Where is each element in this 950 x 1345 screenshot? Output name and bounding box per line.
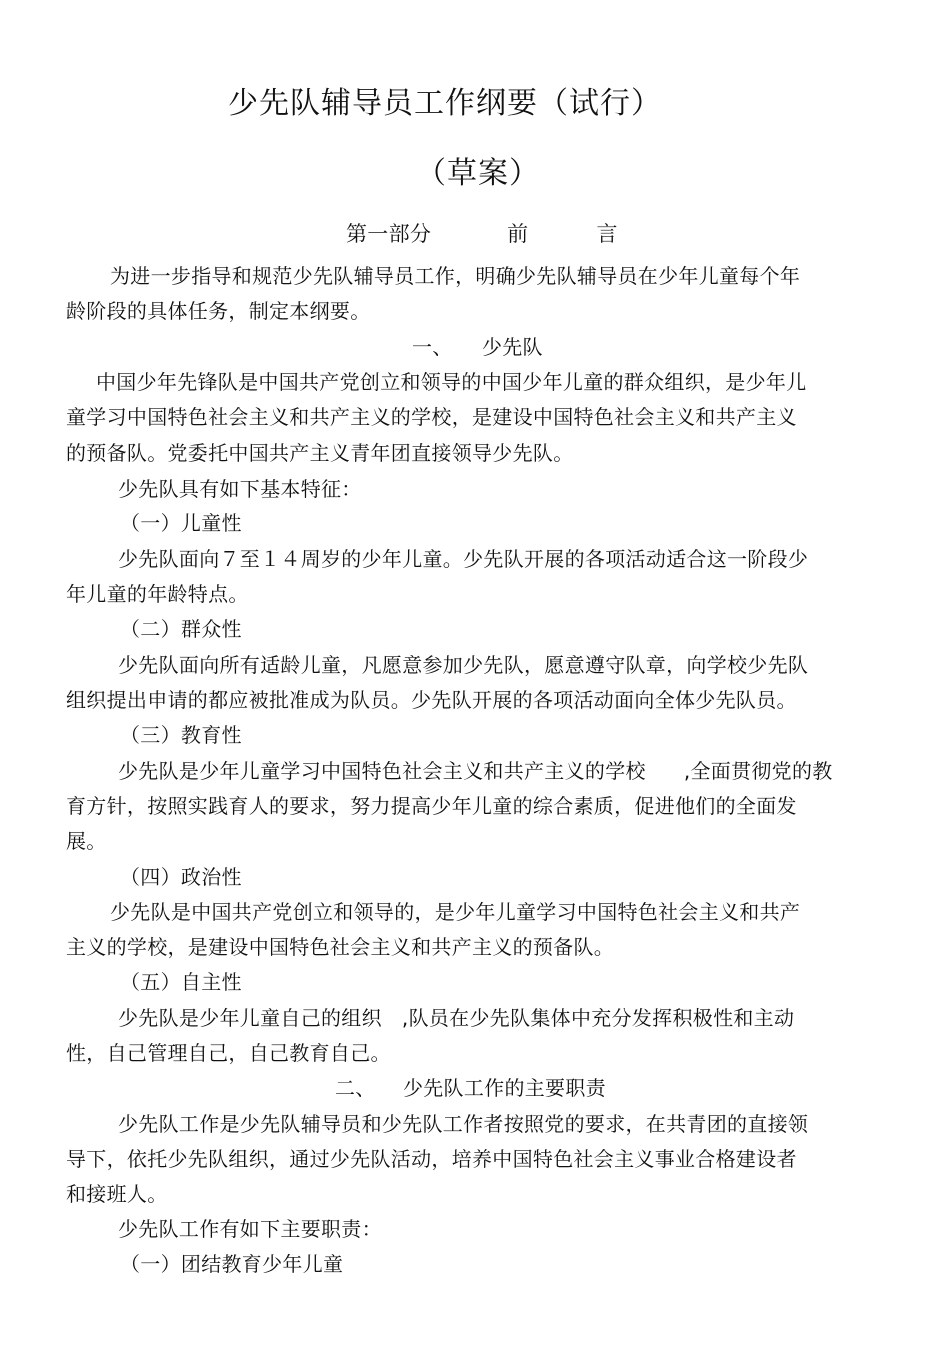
section1-title: 少先队 [481, 335, 543, 359]
feature-5-line-1-part-b: ,队员在少先队集体中充分发挥积极性和主动 [401, 1006, 795, 1030]
intro-line-1: 为进一步指导和规范少先队辅导员工作，明确少先队辅导员在少年儿童每个年 [110, 264, 801, 288]
section1-number: 一、 [412, 335, 453, 359]
section1-para-line-1: 中国少年先锋队是中国共产党创立和领导的中国少年儿童的群众组织，是少年儿 [96, 370, 807, 394]
intro-line-2: 龄阶段的具体任务，制定本纲要。 [66, 299, 371, 323]
section2-heading [335, 1074, 606, 1102]
section2-para-line-3: 和接班人。 [66, 1182, 168, 1206]
document-title: 少先队辅导员工作纲要（试行） [228, 86, 662, 121]
part-heading [346, 220, 618, 248]
section2-para-line-1: 少先队工作是少先队辅导员和少先队工作者按照党的要求，在共青团的直接领 [118, 1112, 809, 1136]
duty-heading-1: （一）团结教育少年儿童 [120, 1252, 344, 1276]
part-heading-word1: 前 [507, 222, 529, 246]
feature-4-line-1: 少先队是中国共产党创立和领导的，是少年儿童学习中国特色社会主义和共产 [110, 900, 801, 924]
feature-3-line-2: 育方针，按照实践育人的要求，努力提高少年儿童的综合素质，促进他们的全面发 [66, 794, 797, 818]
feature-heading-1: （一）儿童性 [120, 511, 242, 535]
part-heading-word2: 言 [596, 222, 618, 246]
section2-title: 少先队工作的主要职责 [402, 1076, 606, 1100]
part-heading-label: 第一部分 [346, 222, 432, 246]
feature-heading-2: （二）群众性 [120, 617, 242, 641]
feature-5-line-2: 性，自己管理自己，自己教育自己。 [66, 1041, 391, 1065]
feature-3-line-1-part-b: ,全面贯彻党的教 [683, 759, 833, 783]
feature-2-line-2: 组织提出申请的都应被批准成为队员。少先队开展的各项活动面向全体少先队员。 [66, 688, 797, 712]
section1-heading [412, 333, 543, 361]
feature-3-line-1-part-a: 少先队是少年儿童学习中国特色社会主义和共产主义的学校 [118, 759, 646, 783]
feature-heading-5: （五）自主性 [120, 970, 242, 994]
feature-3-line-1 [118, 757, 833, 785]
feature-1-line-2: 年儿童的年龄特点。 [66, 582, 249, 606]
features-intro: 少先队具有如下基本特征： [118, 477, 362, 501]
section1-para-line-2: 童学习中国特色社会主义和共产主义的学校，是建设中国特色社会主义和共产主义 [66, 405, 797, 429]
document-subtitle: （草案） [416, 156, 540, 191]
section1-para-line-3: 的预备队。党委托中国共产主义青年团直接领导少先队。 [66, 441, 574, 465]
feature-5-line-1 [118, 1004, 794, 1032]
feature-heading-4: （四）政治性 [120, 865, 242, 889]
duties-intro: 少先队工作有如下主要职责： [118, 1217, 382, 1241]
section2-number: 二、 [335, 1076, 376, 1100]
feature-heading-3: （三）教育性 [120, 723, 242, 747]
feature-1-line-1: 少先队面向７至１４周岁的少年儿童。少先队开展的各项活动适合这一阶段少 [118, 547, 809, 571]
feature-2-line-1: 少先队面向所有适龄儿童，凡愿意参加少先队，愿意遵守队章，向学校少先队 [118, 653, 809, 677]
feature-5-line-1-part-a: 少先队是少年儿童自己的组织 [118, 1006, 382, 1030]
section2-para-line-2: 导下，依托少先队组织，通过少先队活动，培养中国特色社会主义事业合格建设者 [66, 1147, 797, 1171]
feature-3-line-3: 展。 [66, 829, 107, 853]
feature-4-line-2: 主义的学校，是建设中国特色社会主义和共产主义的预备队。 [66, 935, 615, 959]
